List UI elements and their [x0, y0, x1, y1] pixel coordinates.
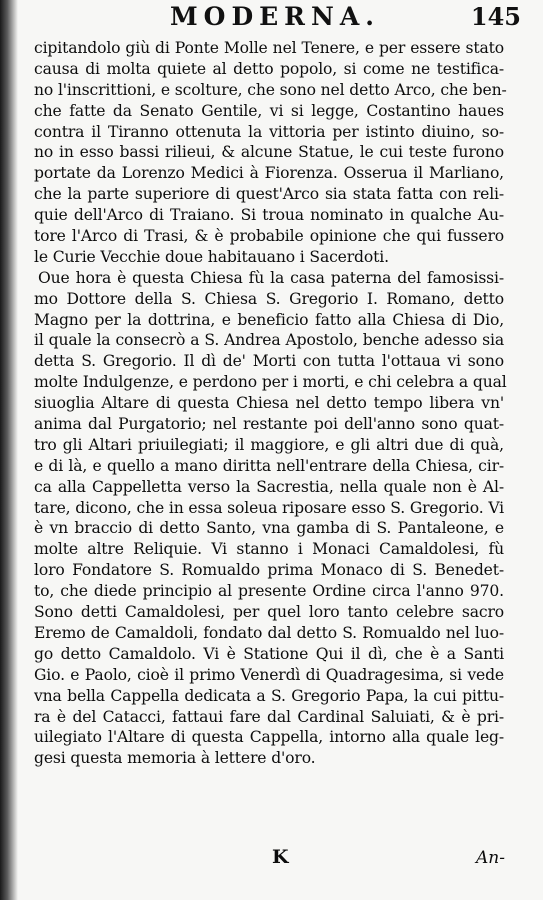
- text-line: siuoglia Altare di questa Chiesa nel detto tempo libera vn': [34, 394, 504, 413]
- page-gutter-shadow: [0, 0, 18, 900]
- body-text: [34, 38, 507, 769]
- text-line: il quale la consecrò a S. Andrea Apostolo, benche adesso sia: [34, 331, 504, 350]
- catchword: An-: [476, 848, 505, 868]
- page-number: 145: [470, 2, 521, 31]
- text-line: molte altre Reliquie. Vi stanno i Monaci Camaldolesi, fù: [34, 540, 504, 559]
- text-line: Sono detti Camaldolesi, per quel loro tanto celebre sacro: [34, 603, 504, 622]
- text-line: Oue hora è questa Chiesa fù la casa paterna del famosissi-: [38, 268, 504, 287]
- text-line: ra è del Catacci, fattaui fare dal Cardinal Saluiati, & è pri-: [34, 707, 504, 726]
- text-line: uilegiato l'Altare di questa Cappella, intorno alla quale leg-: [34, 728, 504, 747]
- text-line: le Curie Vecchie doue habitauano i Sacerdoti.: [34, 247, 389, 266]
- text-line: tare, dicono, che in essa soleua riposare esso S. Gregorio. Vi: [34, 498, 504, 517]
- text-line: Magno per la dottrina, e beneficio fatto alla Chiesa di Dio,: [34, 310, 504, 329]
- text-line: anima dal Purgatorio; nel restante poi dell'anno sono quat-: [34, 415, 504, 434]
- text-line: molte Indulgenze, e perdono per i morti, e chi celebra a qual: [34, 373, 507, 392]
- text-line: detta S. Gregorio. Il dì de' Morti con tutta l'ottaua vi sono: [34, 352, 504, 371]
- running-title: MODERNA.: [170, 2, 380, 31]
- text-line: quie dell'Arco di Traiano. Si troua nominato in qualche Au-: [34, 206, 504, 225]
- text-line: che la parte superiore di quest'Arco sia stata fatta con reli-: [34, 185, 504, 204]
- text-line: no l'inscrittioni, e scolture, che sono nel detto Arco, che ben-: [34, 80, 507, 99]
- text-line: portate da Lorenzo Medici à Fiorenza. Osserua il Marliano,: [34, 164, 504, 183]
- text-line: go detto Camaldolo. Vi è Statione Qui il dì, che è a Santi: [34, 644, 504, 663]
- text-line: causa di molta quiete al detto popolo, si come ne testifica-: [34, 59, 504, 78]
- text-line: gesi questa memoria à lettere d'oro.: [34, 749, 316, 768]
- text-line: mo Dottore della S. Chiesa S. Gregorio I. Romano, detto: [34, 289, 504, 308]
- text-line: e di là, e quello a mano diritta nell'entrare della Chiesa, cir-: [34, 456, 504, 475]
- text-line: è vn braccio di detto Santo, vna gamba di S. Pantaleone, e: [34, 519, 504, 538]
- text-line: Gio. e Paolo, cioè il primo Venerdì di Quadragesima, si vede: [34, 665, 504, 684]
- page-footer: [0, 846, 543, 876]
- text-line: contra il Tiranno ottenuta la vittoria per istinto diuino, so-: [34, 122, 504, 141]
- text-line: che fatte da Senato Gentile, vi si legge, Costantino haues: [34, 101, 504, 120]
- text-line: no in esso bassi rilieui, & alcune Statue, le cui teste furono: [34, 143, 504, 162]
- text-line: vna bella Cappella dedicata a S. Gregorio Papa, la cui pittu-: [34, 686, 504, 705]
- text-line: tore l'Arco di Trasi, & è probabile opinione che qui fussero: [34, 227, 504, 246]
- text-line: loro Fondatore S. Romualdo prima Monaco di S. Benedet-: [34, 561, 504, 580]
- text-line: Eremo de Camaldoli, fondato dal detto S. Romualdo nel luo-: [34, 623, 504, 642]
- text-line: to, che diede principio al presente Ordine circa l'anno 970.: [34, 582, 504, 601]
- running-head: [40, 2, 533, 32]
- text-line: ca alla Cappelletta verso la Sacrestia, nella quale non è Al-: [34, 477, 504, 496]
- text-line: tro gli Altari priuilegiati; il maggiore, e gli altri due di quà,: [34, 435, 504, 454]
- signature-mark: K: [272, 846, 289, 868]
- text-line: cipitandolo giù di Ponte Molle nel Tenere, e per essere stato: [34, 39, 504, 57]
